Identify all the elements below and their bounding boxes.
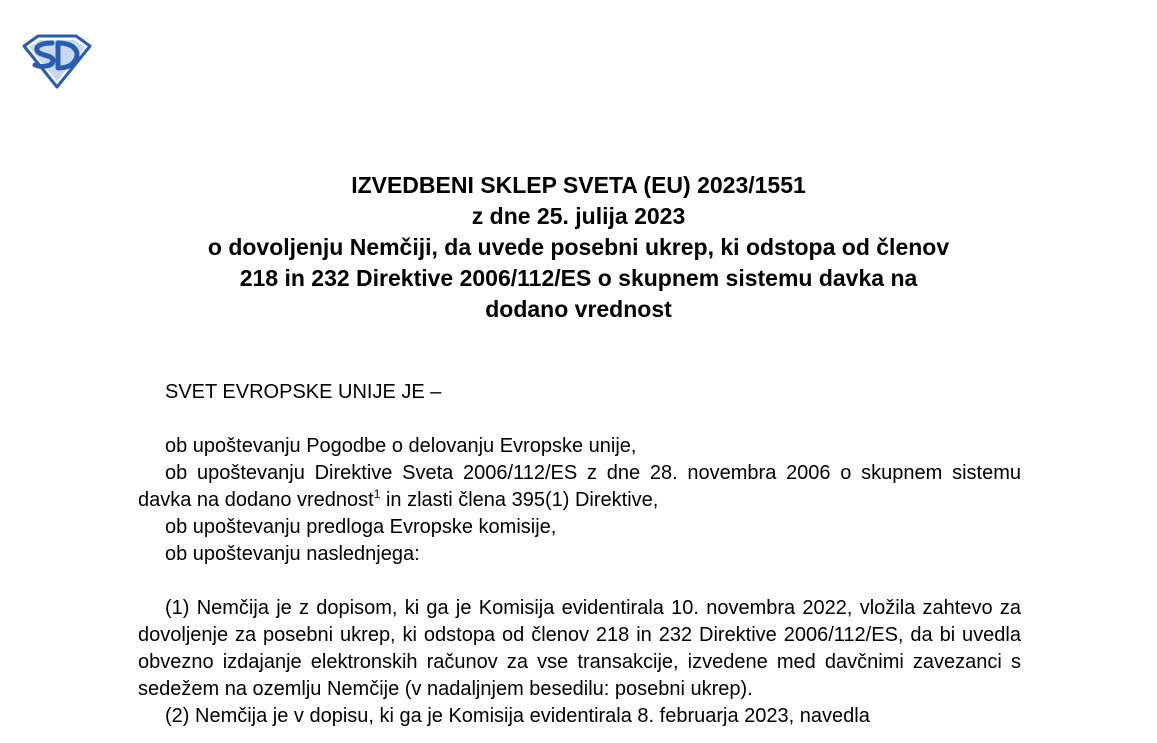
title-subject-line: dodano vrednost	[485, 296, 672, 322]
recital-paragraph: (2) Nemčija je v dopisu, ki ga je Komisija evidentirala 8. februarja 2023, navedla	[165, 705, 870, 727]
document-title	[0, 170, 1157, 325]
preamble-text: in zlasti člena 395(1) Direktive,	[380, 489, 659, 511]
preamble-paragraph	[138, 460, 1021, 514]
title-subject	[0, 232, 1157, 325]
recital-paragraph: (1) Nemčija je z dopisom, ki ga je Komisija evidentirala 10. novembra 2022, vložila zahtevo za dovoljenje za posebni ukrep, ki odstopa od členov 218 in 232 Direktive 2006/112/ES, da bi uvedla obvezno izdajanje elektronskih računov za vse transakcije, izvedene med davčnimi zavezanci s sedežem na ozemlju Nemčije (v nadaljnjem besedilu: posebni ukrep).	[138, 597, 1021, 700]
title-subject-line: 218 in 232 Direktive 2006/112/ES o skupnem sistemu davka na	[239, 265, 918, 291]
council-line: SVET EVROPSKE UNIJE JE –	[165, 381, 442, 403]
preamble-paragraph: ob upoštevanju naslednjega:	[165, 543, 420, 565]
sd-diamond-logo-icon	[20, 34, 94, 90]
footnote-marker[interactable]: 1	[373, 487, 381, 501]
preamble-paragraph: ob upoštevanju Pogodbe o delovanju Evropske unije,	[165, 435, 637, 457]
document-body	[138, 379, 1021, 730]
title-line: IZVEDBENI SKLEP SVETA (EU) 2023/1551	[351, 172, 806, 198]
title-date: z dne 25. julija 2023	[471, 203, 686, 229]
title-subject-line: o dovoljenju Nemčiji, da uvede posebni ukrep, ki odstopa od členov	[207, 234, 950, 260]
preamble-paragraph: ob upoštevanju predloga Evropske komisije,	[165, 516, 557, 538]
logo	[20, 34, 94, 90]
preamble-text: ob upoštevanju Direktive Sveta 2006/112/ES z dne 28. novembra 2006 o skupnem sistemu davka na dodano vrednost	[138, 462, 1021, 511]
